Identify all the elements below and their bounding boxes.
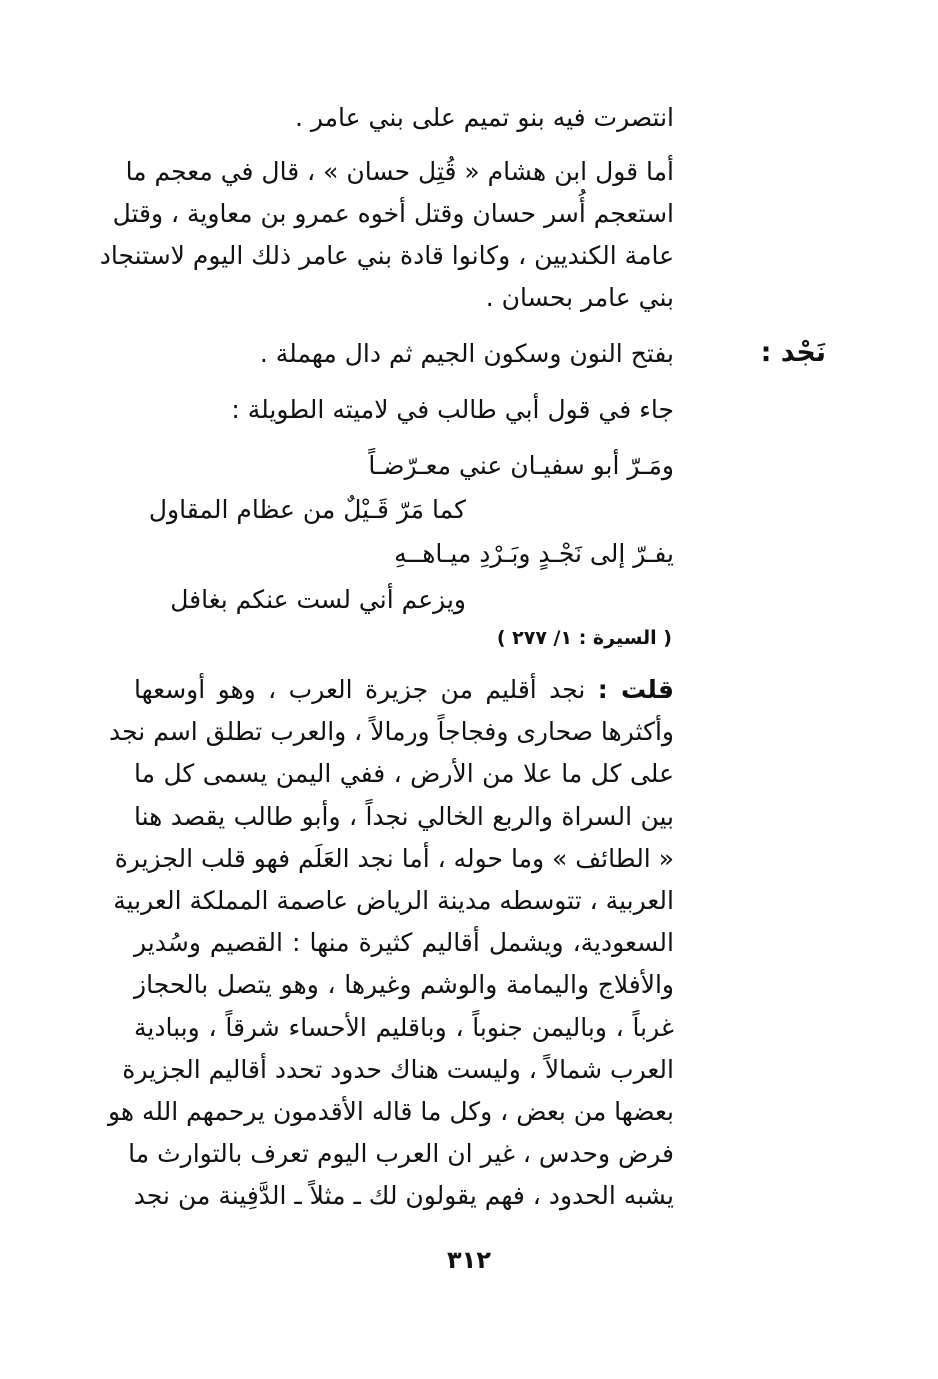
- commentary-line: يشبه الحدود ، فهم يقولون لك ـ مثلاً ـ الدَّفِينة من نجد: [133, 1181, 674, 1210]
- paragraph-line: استعجم أُسر حسان وقتل أخوه عمرو بن معاوية ، وقتل: [112, 199, 674, 228]
- commentary-line: فرض وحدس ، غير ان العرب اليوم تعرف بالتوارث ما: [128, 1139, 674, 1168]
- page-number: ٣١٢: [447, 1246, 491, 1274]
- commentary-line: العرب شمالاً ، وليست هناك حدود تحدد أقاليم الجزيرة: [122, 1055, 674, 1084]
- paragraph-line: عامة الكنديين ، وكانوا قادة بني عامر ذلك اليوم لاستنجاد: [99, 241, 674, 270]
- entry-headword: نَجْد :: [760, 337, 826, 368]
- commentary-line: العربية ، تتوسطه مدينة الرياض عاصمة المملكة العربية: [113, 886, 674, 915]
- commentary-line: والأفلاج واليمامة والوشم وغيرها ، وهو يتصل بالحجاز: [134, 970, 674, 999]
- paragraph-line: انتصرت فيه بنو تميم على بني عامر .: [294, 103, 674, 132]
- commentary-line: بعضها من بعض ، وكل ما قاله الأقدمون يرحمهم الله هو: [107, 1097, 674, 1126]
- source-citation: ( السيرة : ١/ ٢٧٧ ): [496, 627, 672, 649]
- commentary-line: بين السراة والربع الخالي نجداً ، وأبو طالب يقصد هنا: [134, 802, 674, 831]
- verse-hemistich: ومَـرّ أبو سفيـان عني معـرّضـاً: [368, 451, 674, 480]
- commentary-line: السعودية، ويشمل أقاليم كثيرة منها : القصيم وسُدير: [134, 928, 674, 957]
- commentary-first-line: [134, 670, 674, 710]
- verse-hemistich: يفـرّ إلى نَجْـدٍ وبَـرْدِ ميـاهــهِ: [394, 539, 674, 568]
- commentary-line: « الطائف » وما حوله ، أما نجد العَلَم فهو قلب الجزيرة: [114, 844, 674, 873]
- verse-hemistich: ويزعم أني لست عنكم بغافل: [170, 585, 466, 614]
- verse-intro: جاء في قول أبي طالب في لاميته الطويلة :: [231, 395, 674, 424]
- commentary-line: على كل ما علا من الأرض ، ففي اليمن يسمى كل ما: [134, 759, 674, 788]
- pronunciation-note: بفتح النون وسكون الجيم ثم دال مهملة .: [259, 339, 674, 368]
- paragraph-line: أما قول ابن هشام « قُتِل حسان » ، قال في معجم ما: [125, 157, 674, 186]
- paragraph-line: بني عامر بحسان .: [485, 283, 674, 312]
- commentary-text: نجد أقليم من جزيرة العرب ، وهو أوسعها: [134, 675, 598, 704]
- commentary-line: وأكثرها صحارى وفجاجاً ورمالاً ، والعرب تطلق اسم نجد: [109, 717, 674, 746]
- commentary-lead: قلت :: [597, 675, 674, 704]
- verse-hemistich: كما مَرّ قَـيْلٌ من عظام المقاول: [148, 495, 466, 524]
- commentary-line: غرباً ، وباليمن جنوباً ، وباقليم الأحساء شرقاً ، وببادية: [134, 1013, 674, 1042]
